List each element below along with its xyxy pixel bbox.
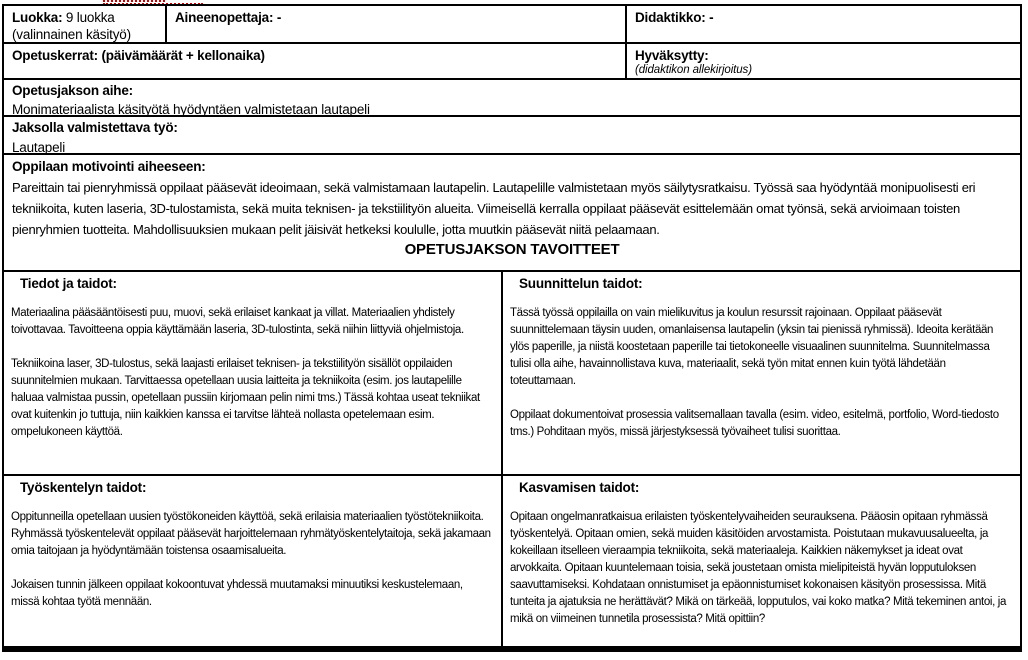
hyvaksytty-note: (didaktikon allekirjoitus): [635, 64, 752, 76]
goal-paragraph: Tässä työssä oppilailla on vain mielikuvitus ja koulun resurssit rajoinaan. Oppilaat pääsevät suunnittelemaan täysin uuden, omanlaisensa lautapelin (yksin tai pienissä ryhmissä). Ideoita kerätään ylös paperille, ja niistä koostetaan paperille tai tietokoneelle visuaalinen suunnitelma. Suunnitelmassa tulisi olla aihe, havainnollistava kuva, materiaalit, sekä työn mitat ennen kuin työtä lähdetään toteuttamaan.: [510, 307, 994, 387]
tyo-value: Lautapeli: [12, 140, 65, 155]
aineenopettaja-label: Aineenopettaja:: [175, 10, 274, 25]
luokka-value-line2: (valinnainen käsityö): [12, 27, 131, 42]
goals-heading: OPETUSJAKSON TAVOITTEET: [404, 241, 620, 258]
goal-paragraph: Opitaan ongelmanratkaisua erilaisten työskentelyvaiheiden seurauksena. Pääosin opitaan ryhmässä työskentelyä. Opitaan omien, sekä muiden käsitöiden arvostamista. Poistutaan mukavuusalueelta, ja kokeillaan itselleen vieraampia tekniikoita, sekä materiaaleja. Kaikkien näkemykset ja ideat ovat arvokkaita. Opitaan kuuntelemaan toisia, sekä joustetaan omista mielipiteistä hyvän lopputuloksen saavuttamiseksi. Kohdataan onnistumiset ja epäonnistumiset kokonaisen käsityön prosessissa. Mitä tunteita ja ajatuksia ne herättävät? Mikä on tärkeää, lopputulos, vai koko matka? Mitä tekeminen antoi, ja mikä on viimeinen tunnetila prosessista? Mitä opittiin?: [510, 511, 1007, 625]
goal-cell-kasvaminen: [503, 476, 1020, 646]
goal-cell-tyoskentely: [4, 476, 503, 646]
luokka-label: Luokka:: [12, 10, 63, 25]
goal-title: Kasvamisen taidot:: [519, 480, 640, 495]
aineenopettaja-value: -: [276, 10, 282, 25]
cell-hyvaksytty: [627, 44, 1020, 78]
opetuskerrat-label: Opetuskerrat: (päivämäärät + kellonaika): [12, 48, 265, 63]
luokka-value: 9 luokka: [65, 10, 115, 25]
row-motivointi: [4, 155, 1020, 272]
tracked-change-marker: [103, 0, 165, 2]
header-row-1: [4, 6, 1020, 44]
cell-luokka: [4, 6, 167, 42]
goals-row-2: [4, 476, 1020, 646]
motivointi-text: Pareittain tai pienryhmissä oppilaat pääsevät ideoimaan, sekä valmistamaan lautapelin. Lautapelille valmistetaan myös säilytysratkaisu. Työssä saa hyödyntää monipuolisesti eri tekniikoita, kuten laseria, 3D-tulostamista, sekä muita teknisen- ja tekstiilityön alueita. Viimeisellä kerralla oppilaat pääsevät esittelemään omat työnsä, sekä arvioimaan toisten pienryhmien tuotteita. Mahdollisuuksien mukaan pelit jäisivät hetkeksi koululle, jotta muutkin pääsevät niitä pelaamaan.: [12, 180, 976, 237]
goal-cell-tiedot: [4, 272, 503, 474]
goal-paragraph: Jokaisen tunnin jälkeen oppilaat kokoontuvat yhdessä muutamaksi minuutiksi keskustelemaan, missä kohtaa työtä mennään.: [11, 579, 463, 608]
goal-title: Suunnittelun taidot:: [519, 276, 643, 291]
lesson-plan-table: [2, 4, 1022, 652]
header-row-2: [4, 44, 1020, 80]
cell-didaktikko: [627, 6, 1020, 42]
tyo-label: Jaksolla valmistettava työ:: [12, 120, 178, 135]
row-aihe: [4, 80, 1020, 117]
motivointi-label: Oppilaan motivointi aiheeseen:: [12, 159, 206, 174]
cell-aineenopettaja: [167, 6, 627, 42]
goal-paragraph: Materiaalina pääsääntöisesti puu, muovi, sekä erilaiset kankaat ja villat. Materiaalien yhdistely toivottavaa. Tavoitteena oppia käyttämään laseria, 3D-tulostinta, sekä niihin liittyviä ohjelmistoja.: [11, 307, 464, 336]
goal-paragraph: Oppilaat dokumentoivat prosessia valitsemallaan tavalla (esim. video, esitelmä, portfolio, Word-tiedosto tms.) Pohditaan myös, missä järjestyksessä työvaiheet tulisi suorittaa.: [510, 409, 999, 438]
goals-row-1: [4, 272, 1020, 476]
aihe-label: Opetusjakson aihe:: [12, 83, 133, 98]
row-tyo: [4, 117, 1020, 155]
didaktikko-label: Didaktikko:: [635, 10, 706, 25]
hyvaksytty-label: Hyväksytty:: [635, 48, 709, 63]
didaktikko-value: -: [709, 10, 714, 25]
goal-paragraph: Oppitunneilla opetellaan uusien työstökoneiden käyttöä, sekä erilaisia materiaalien työstötekniikoita. Ryhmässä työskentelevät oppilaat pääsevät harjoittelemaan ryhmätyöskentelytaitoja, sekä jakamaan omia taitojaan ja hyödyntämään toistensa osaamisalueita.: [11, 511, 491, 557]
goal-paragraph: Tekniikoina laser, 3D-tulostus, sekä laajasti erilaiset teknisen- ja tekstiilityön sisällöt oppilaiden suunnitelmien mukaan. Tarvittaessa opetellaan uusia laitteita ja tekniikoita (esim. jos lautapelille haluaa valmistaa pussin, opetellaan pussiin kirjomaan pelin nimi tms.) Tässä kohtaa useat tekniikat ovat kuitenkin jo tuttuja, niin kaikkien kanssa ei tarvitse lähteä nollasta opetelemaan esim. ompelukoneen käyttöä.: [11, 358, 480, 438]
goal-title: Työskentelyn taidot:: [20, 480, 147, 495]
aihe-value: Monimateriaalista käsityötä hyödyntäen valmistetaan lautapeli: [12, 102, 370, 117]
cell-opetuskerrat: [4, 44, 627, 78]
goal-title: Tiedot ja taidot:: [20, 276, 117, 291]
goal-cell-suunnittelu: [503, 272, 1020, 474]
